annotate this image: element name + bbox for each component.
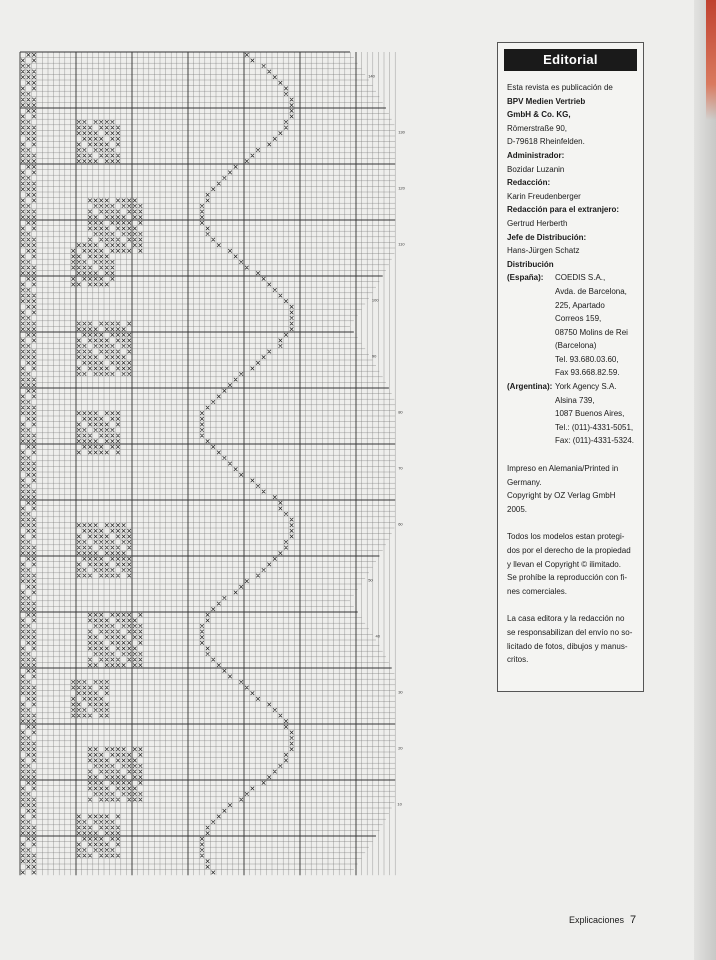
- impreso-line: Copyright by OZ Verlag GmbH: [507, 491, 616, 501]
- espana-line: 225, Apartado: [555, 300, 605, 310]
- espana-line: Tel. 93.680.03.60,: [555, 354, 619, 364]
- row-number-label: 90: [371, 353, 377, 359]
- espana-line: (Barcelona): [555, 341, 597, 351]
- espana-line: COEDIS S.A.,: [555, 273, 606, 283]
- impreso-paragraph: [507, 462, 637, 516]
- extranjero-label: Redacción para el extranjero:: [507, 205, 620, 215]
- page-edge: [694, 0, 716, 960]
- footer-section: Explicaciones: [569, 915, 625, 925]
- redaccion-label: Redacción:: [507, 178, 551, 188]
- extranjero-name: Gertrud Herberth: [507, 218, 568, 228]
- responsabilidad-line: se responsabilizan del envío no so-: [507, 627, 633, 637]
- redaccion-name: Karin Freudenberger: [507, 191, 581, 201]
- page-number: 7: [630, 914, 637, 926]
- admin-name: Bozidar Luzanin: [507, 164, 565, 174]
- row-number-label: 10: [397, 801, 402, 807]
- grid-major-lines: [20, 52, 395, 875]
- publisher-line: BPV Medien Vertrieb: [507, 96, 586, 106]
- derechos-line: dos por el derecho de la propiedad: [507, 546, 631, 555]
- row-number-label: 80: [398, 409, 403, 415]
- espana-line: 08750 Molins de Rei: [555, 327, 628, 337]
- derechos-line: Todos los modelos estan protegi-: [507, 532, 625, 542]
- intro-line: Esta revista es publicación de: [507, 83, 613, 92]
- distribucion-label: Distribución: [507, 259, 554, 269]
- row-number-label: 100: [371, 297, 379, 303]
- page-footer: [569, 914, 636, 926]
- espana-line: Fax 93.668.82.59.: [555, 368, 620, 378]
- derechos-paragraph: [507, 530, 637, 598]
- derechos-line: nes comerciales.: [507, 586, 568, 596]
- responsabilidad-line: La casa editora y la redacción no: [507, 614, 625, 624]
- row-number-label: 20: [398, 745, 403, 751]
- espana-line: Avda. de Barcelona,: [555, 286, 627, 296]
- impreso-line: Impreso en Alemania/Printed in: [507, 464, 619, 474]
- argentina-line: York Agency S.A.: [555, 382, 617, 392]
- argentina-line: Fax: (011)-4331-5324.: [555, 436, 635, 446]
- espana-label: (España):: [507, 273, 544, 283]
- espana-block: [507, 271, 637, 380]
- grid-cells: [20, 52, 395, 875]
- address-line: Römerstraße 90,: [507, 123, 568, 133]
- row-number-label: 30: [398, 689, 403, 695]
- argentina-label: (Argentina):: [507, 382, 553, 392]
- jefe-name: Hans-Jürgen Schatz: [507, 246, 580, 256]
- impreso-line: 2005.: [507, 504, 528, 514]
- publisher-line: GmbH & Co. KG,: [507, 110, 571, 120]
- responsabilidad-line: licitado de fotos, dibujos y manus-: [507, 641, 628, 651]
- stitch-crosses: [21, 53, 293, 874]
- responsabilidad-line: critos.: [507, 655, 529, 665]
- argentina-line: 1087 Buenos Aires,: [555, 409, 625, 419]
- row-number-label: 50: [368, 577, 373, 583]
- row-number-label: 110: [398, 241, 405, 247]
- row-number-label: 120: [398, 185, 405, 191]
- editorial-box: [497, 42, 644, 692]
- filet-crochet-chart: [18, 48, 418, 888]
- jefe-label: Jefe de Distribución:: [507, 232, 587, 242]
- argentina-line: Alsina 739,: [555, 395, 595, 405]
- editorial-title: Editorial: [504, 49, 637, 71]
- derechos-line: Se prohíbe la reproducción con fi-: [507, 573, 628, 583]
- row-number-label: 60: [398, 521, 403, 527]
- row-number-label: 40: [375, 633, 380, 639]
- row-number-label: 140: [368, 73, 375, 79]
- stitch-marks: [21, 53, 293, 874]
- cover-edge: [706, 0, 716, 120]
- responsabilidad-paragraph: [507, 612, 637, 666]
- espana-line: Correos 159,: [555, 314, 602, 324]
- chart-grid: [18, 48, 418, 888]
- row-number-label: 130: [398, 129, 405, 135]
- impreso-line: Germany.: [507, 477, 542, 487]
- derechos-line: y llevan el Copyright © ilimitado.: [507, 559, 621, 569]
- address-line: D-79618 Rheinfelden.: [507, 137, 585, 147]
- editorial-body: [498, 81, 643, 667]
- row-number-label: 70: [398, 465, 403, 471]
- argentina-line: Tel.: (011)-4331-5051,: [555, 422, 634, 432]
- argentina-block: [507, 380, 637, 448]
- admin-label: Administrador:: [507, 150, 565, 160]
